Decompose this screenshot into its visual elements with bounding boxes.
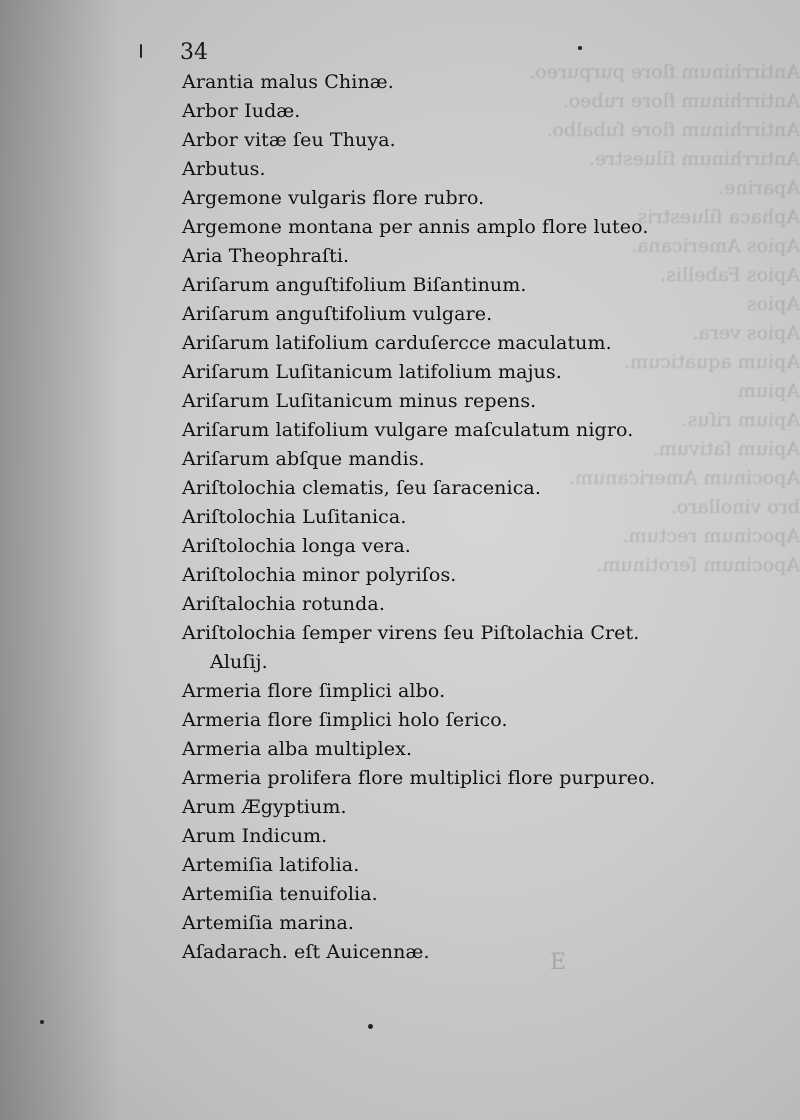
plant-entry: Armeria alba multiplex. [182,738,413,760]
ink-speck [368,1024,373,1029]
plant-entry: Artemiſia tenuifolia. [182,883,378,905]
plant-entry: Ariſtolochia longa vera. [182,535,411,557]
plant-entry: Arbor vitæ ſeu Thuya. [182,129,396,151]
plant-entry: Ariſarum anguſtifolium Biſantinum. [182,274,527,296]
plant-entry: Ariſtolochia minor polyriſos. [182,564,457,586]
plant-entry: Argemone vulgaris flore rubro. [182,187,485,209]
plant-entry: Aluſij. [210,651,268,673]
plant-entry: Arantia malus Chinæ. [182,71,394,93]
ink-speck [40,1020,44,1024]
ink-speck [140,44,142,58]
plant-name-list [182,68,655,967]
plant-entry: Artemiſia latifolia. [182,854,360,876]
page-number: 34 [180,40,208,65]
plant-entry: Aſadarach. eſt Auicennæ. [182,941,430,963]
plant-entry: Ariſtolochia Luſitanica. [182,506,407,528]
signature-mark: E [550,950,567,975]
plant-entry: Armeria flore ſimplici holo ſerico. [182,709,508,731]
plant-entry: Armeria flore ſimplici albo. [182,680,446,702]
plant-entry: Aria Theophraſti. [182,245,350,267]
plant-entry: Argemone montana per annis amplo flore luteo. [182,216,649,238]
plant-entry: Ariſarum Luſitanicum latifolium majus. [182,361,562,383]
plant-entry: Ariſtolochia clematis, ſeu ſaracenica. [182,477,542,499]
plant-entry: Ariſarum anguſtifolium vulgare. [182,303,493,325]
plant-entry: Artemiſia marina. [182,912,355,934]
show-through-text: Antirrhinum flore purpureo. Antirrhinum flore rubeo. Antirrhinum flore ſubalbo. Antirrhinum ſiluestre. Aparine. Aphaca ſiluestris. Apios Americana. Apios Fabellis. Apios Apios vera. Apium aquaticum. Apium Apium riſus. Apium ſativum. Apocinum Americanum. bro vinollaro. Apocinum rectum. Apocinum ſerotinum. [529,61,800,576]
plant-entry: Arbutus. [182,158,266,180]
plant-entry: Ariſtolochia ſemper virens ſeu Piſtolachia Cret. [182,622,640,644]
plant-entry: Arum Indicum. [182,825,328,847]
plant-entry: Ariſarum latifolium vulgare maſculatum nigro. [182,419,634,441]
ink-speck [578,46,582,50]
plant-entry: Ariſtalochia rotunda. [182,593,385,615]
plant-entry: Armeria prolifera flore multiplici flore purpureo. [182,767,656,789]
plant-entry: Arbor Iudæ. [182,100,301,122]
plant-entry: Arum Ægyptium. [182,796,347,818]
plant-entry: Ariſarum abſque mandis. [182,448,425,470]
plant-entry: Ariſarum latifolium carduſercce maculatum. [182,332,612,354]
plant-entry: Ariſarum Luſitanicum minus repens. [182,390,537,412]
